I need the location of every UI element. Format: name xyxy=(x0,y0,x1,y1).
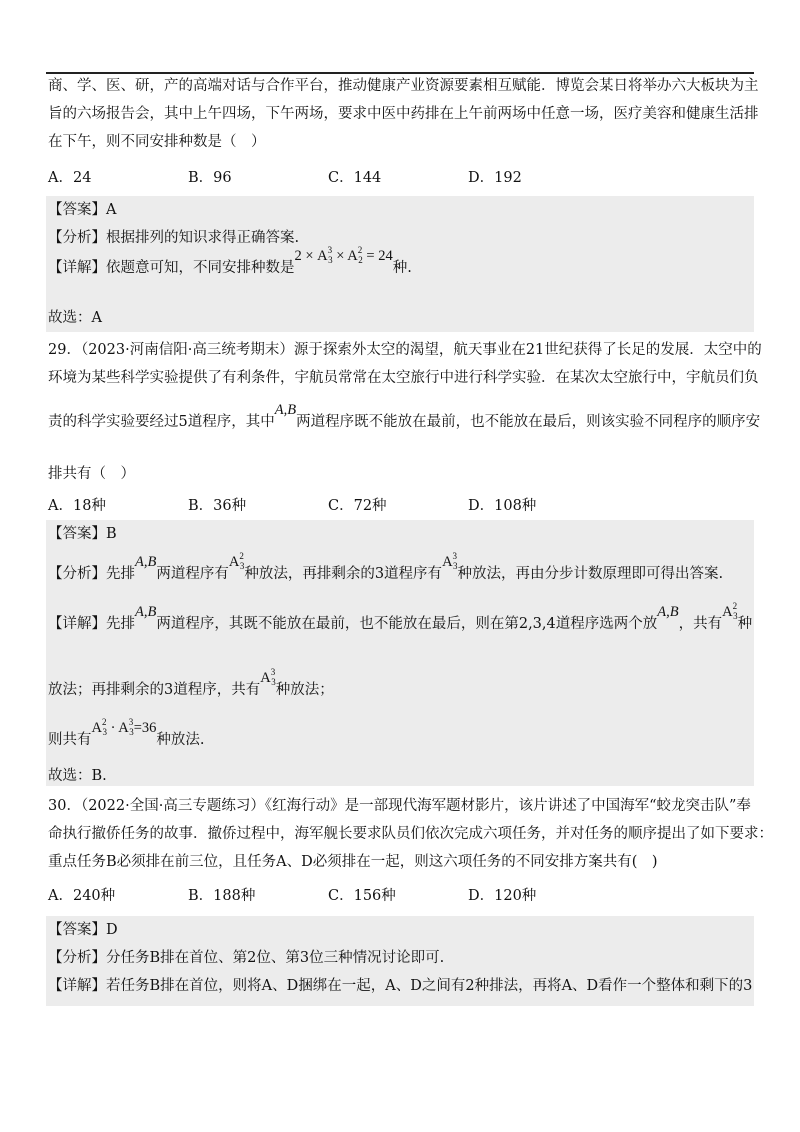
q28-solution-box xyxy=(46,196,754,332)
q29-detail2-a: 放法；再排剩余的3道程序，共有 xyxy=(48,682,261,698)
q29-analysis xyxy=(48,551,724,585)
q29-analysis-b: 两道程序有 xyxy=(156,566,229,582)
q29-option-c: C．72种 xyxy=(328,498,387,514)
q29-analysis-ab: A,B xyxy=(135,554,157,570)
q29-option-a: A．18种 xyxy=(48,498,106,514)
q28-line-2: 旨的六场报告会，其中上午四场，下午两场，要求中医中药排在上午前两场中任意一场，医疗美容和健康生活排 xyxy=(48,106,759,122)
header-rule xyxy=(46,72,754,74)
q28-conclusion: 故选：A xyxy=(48,310,102,326)
q29-conclusion: 故选：B. xyxy=(48,768,107,784)
q28-detail-formula: $2 \times A^3_3 \times A^2_2 = 24$ xyxy=(294,245,393,265)
q29-analysis-formula-1: $A^2_3$ xyxy=(228,551,245,571)
q28-line-1: 商、学、医、研，产的高端对话与合作平台，推动健康产业资源要素相互赋能．博览会某日将举办六大板块为主 xyxy=(48,78,759,94)
q29-analysis-a: 【分析】先排 xyxy=(48,566,135,582)
q28-answer: 【答案】A xyxy=(48,202,117,218)
q29-answer: 【答案】B xyxy=(48,526,117,542)
q29-line-3-text-a: 责的科学实验要经过5道程序，其中 xyxy=(48,414,275,430)
q29-detail3-b: 种放法. xyxy=(156,732,205,748)
q29-line-1: 29．（2023·河南信阳·高三统考期末）源于探索外太空的渴望，航天事业在21世纪获得了长足的发展．太空中的 xyxy=(48,342,762,358)
q29-detail3-formula: $A^2_3 \cdot A^3_3=36$ xyxy=(91,717,157,737)
q29-detail3-a: 则共有 xyxy=(48,732,92,748)
q29-line-3 xyxy=(48,402,761,432)
q30-analysis: 【分析】分任务B排在首位、第2位、第3位三种情况讨论即可. xyxy=(48,950,445,966)
q30-option-b: B．188种 xyxy=(188,888,256,904)
q30-answer: 【答案】D xyxy=(48,922,118,938)
q29-detail xyxy=(48,601,753,635)
q30-line-1: 30．（2022·全国·高三专题练习）《红海行动》是一部现代海军题材影片，该片讲述了中国海军“蛟龙突击队”奉 xyxy=(48,798,751,814)
q29-detail-line-3 xyxy=(48,717,205,751)
q29-analysis-d: 种放法，再由分步计数原理即可得出答案. xyxy=(457,566,724,582)
q29-line-3-text-b: 两道程序既不能放在最前，也不能放在最后，则该实验不同程序的顺序安 xyxy=(296,414,761,430)
q29-detail-a: 【详解】先排 xyxy=(48,616,135,632)
q29-line-3-ab: A,B xyxy=(274,402,297,418)
q29-line-4: 排共有（ ） xyxy=(48,466,135,482)
q29-detail2-b: 种放法； xyxy=(275,682,334,698)
q29-detail-ab: A,B xyxy=(135,604,157,620)
q30-line-2: 命执行撤侨任务的故事．撤侨过程中，海军舰长要求队员们依次完成六项任务，并对任务的顺序提出了如下要求： xyxy=(48,826,773,842)
q29-line-2: 环境为某些科学实验提供了有利条件，宇航员常常在太空旅行中进行科学实验．在某次太空旅行中，宇航员们负 xyxy=(48,370,759,386)
q29-option-d: D．108种 xyxy=(468,498,537,514)
q28-line-3: 在下午，则不同安排种数是（ ） xyxy=(48,134,266,150)
q30-option-a: A．240种 xyxy=(48,888,116,904)
q28-option-d: D．192 xyxy=(468,170,522,186)
q28-detail xyxy=(48,245,412,279)
q29-solution-box xyxy=(46,520,754,786)
q29-detail-b: 两道程序，其既不能放在最前，也不能放在最后，则在第2,3,4道程序选两个放 xyxy=(156,616,658,632)
q29-detail-c: ，共有 xyxy=(678,616,723,632)
q28-option-b: B．96 xyxy=(188,170,232,186)
q28-option-a: A．24 xyxy=(48,170,92,186)
q29-detail-d: 种 xyxy=(737,616,753,632)
q29-detail2-formula: $A^3_3$ xyxy=(260,667,276,687)
q28-detail-prefix: 【详解】依题意可知，不同安排种数是 xyxy=(48,260,295,276)
q28-option-c: C．144 xyxy=(328,170,382,186)
q30-solution-box xyxy=(46,916,754,1006)
q30-option-c: C．156种 xyxy=(328,888,396,904)
q29-option-b: B．36种 xyxy=(188,498,247,514)
q28-analysis: 【分析】根据排列的知识求得正确答案. xyxy=(48,230,300,246)
q29-analysis-formula-2: $A^3_3$ xyxy=(442,551,458,571)
q30-option-d: D．120种 xyxy=(468,888,537,904)
q28-detail-suffix: 种. xyxy=(392,260,412,276)
q29-detail-formula-1: $A^2_3$ xyxy=(722,601,738,621)
q30-line-3: 重点任务B必须排在前三位，且任务A、D必须排在一起，则这六项任务的不同安排方案共有( ) xyxy=(48,854,658,870)
q30-detail: 【详解】若任务B排在首位，则将A、D捆绑在一起，A、D之间有2种排法，再将A、D看作一个整体和剩下的3 xyxy=(48,978,753,994)
q29-detail-ab2: A,B xyxy=(657,604,679,620)
q29-analysis-c: 种放法，再排剩余的3道程序有 xyxy=(244,566,443,582)
q29-detail-line-2 xyxy=(48,667,334,701)
